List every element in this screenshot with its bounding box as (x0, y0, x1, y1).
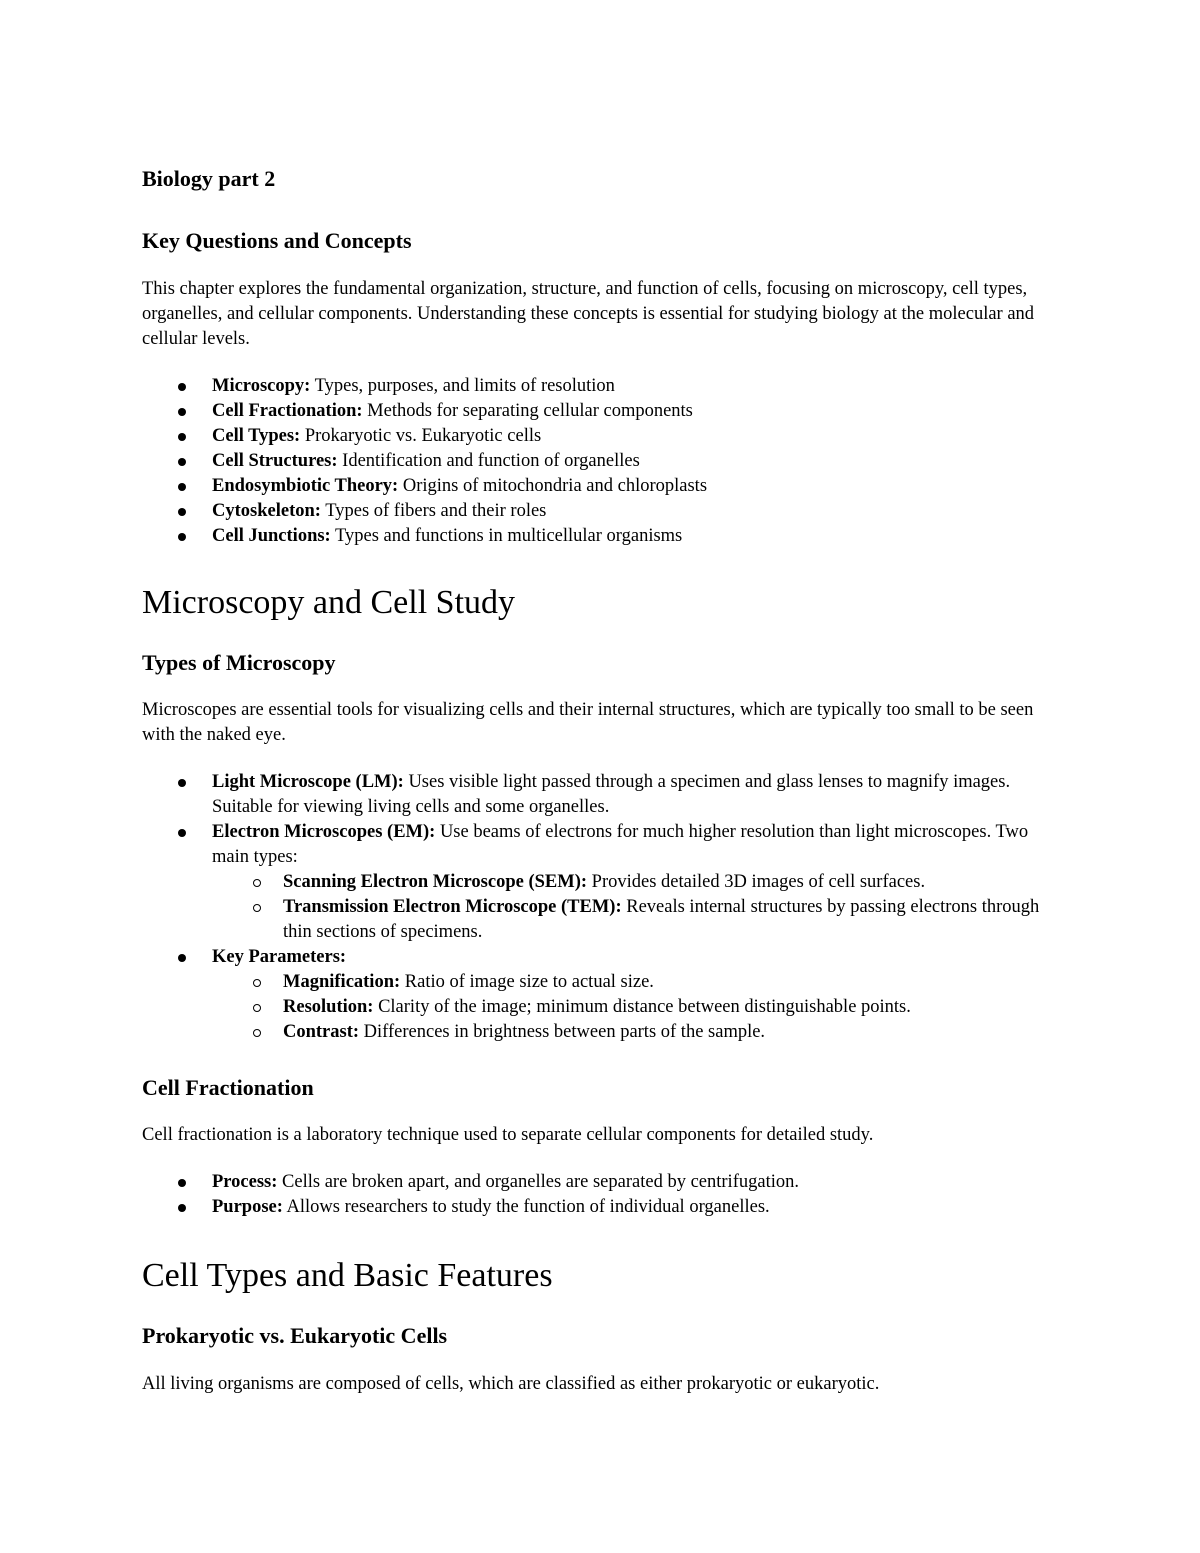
cell-types-section-heading: Cell Types and Basic Features (142, 1257, 553, 1295)
list-item: Cytoskeleton: Types of fibers and their roles (142, 499, 1062, 524)
key-concepts-list (142, 374, 1062, 549)
circle-bullet-icon (253, 879, 261, 887)
bullet-icon (178, 508, 186, 516)
bullet-icon (178, 829, 186, 837)
circle-bullet-icon (253, 1004, 261, 1012)
bullet-icon (178, 433, 186, 441)
bullet-icon (178, 458, 186, 466)
cell-types-intro: All living organisms are composed of cells, which are classified as either prokaryotic or eukaryotic. (142, 1373, 880, 1394)
list-item: Microscopy: Types, purposes, and limits of resolution (142, 374, 1062, 399)
microscopy-types-list (142, 770, 1062, 1045)
microscopy-section-heading: Microscopy and Cell Study (142, 583, 516, 621)
params-sub-list (212, 970, 1062, 1045)
cell-fractionation-heading: Cell Fractionation (142, 1074, 314, 1100)
bullet-icon (178, 1204, 186, 1212)
types-of-microscopy-heading: Types of Microscopy (142, 649, 336, 675)
bullet-icon (178, 954, 186, 962)
bullet-icon (178, 1179, 186, 1187)
fractionation-list (142, 1170, 1062, 1220)
list-item: Process: Cells are broken apart, and organelles are separated by centrifugation. (142, 1170, 1062, 1195)
list-item: Scanning Electron Microscope (SEM): Provides detailed 3D images of cell surfaces. (212, 870, 1062, 895)
list-item: Key Parameters: Magnification: Ratio of image size to actual size. Resolution: Clarity of the image; minimum distance between distinguishable points. Contrast: Differences in brightness between parts of the sample. (142, 945, 1062, 1045)
document-title: Biology part 2 (142, 166, 276, 191)
list-item: Electron Microscopes (EM): Use beams of electrons for much higher resolution than light microscopes. Two main types: Scanning Electron Microscope (SEM): Provides detailed 3D images of cell surfaces. Transmission Electron Microscope (TEM): Reveals internal structures by passing electrons through thin sections of specimens. (142, 820, 1062, 945)
prokaryotic-eukaryotic-heading: Prokaryotic vs. Eukaryotic Cells (142, 1323, 448, 1349)
circle-bullet-icon (253, 979, 261, 987)
types-of-microscopy-intro: Microscopes are essential tools for visualizing cells and their internal structures, which are typically too small to be seen with the naked eye. (142, 699, 1034, 745)
list-item: Purpose: Allows researchers to study the function of individual organelles. (142, 1195, 1062, 1220)
document-page (142, 166, 1062, 1419)
list-item: Resolution: Clarity of the image; minimum distance between distinguishable points. (212, 995, 1062, 1020)
list-item: Transmission Electron Microscope (TEM): Reveals internal structures by passing electrons through thin sections of specimens. (212, 895, 1062, 945)
list-item: Endosymbiotic Theory: Origins of mitochondria and chloroplasts (142, 474, 1062, 499)
list-item: Contrast: Differences in brightness between parts of the sample. (212, 1020, 1062, 1045)
circle-bullet-icon (253, 904, 261, 912)
key-concepts-heading: Key Questions and Concepts (142, 228, 412, 254)
em-sub-list (212, 870, 1062, 945)
list-item: Cell Types: Prokaryotic vs. Eukaryotic cells (142, 424, 1062, 449)
list-item: Magnification: Ratio of image size to actual size. (212, 970, 1062, 995)
key-concepts-intro: This chapter explores the fundamental organization, structure, and function of cells, focusing on microscopy, cell types, organelles, and cellular components. Understanding these concepts is essential for studying biology at the molecular and cellular levels. (142, 278, 1035, 349)
bullet-icon (178, 483, 186, 491)
bullet-icon (178, 779, 186, 787)
bullet-icon (178, 383, 186, 391)
bullet-icon (178, 533, 186, 541)
list-item: Cell Fractionation: Methods for separating cellular components (142, 399, 1062, 424)
list-item: Cell Structures: Identification and function of organelles (142, 449, 1062, 474)
bullet-icon (178, 408, 186, 416)
list-item: Light Microscope (LM): Uses visible light passed through a specimen and glass lenses to magnify images. Suitable for viewing living cells and some organelles. (142, 770, 1062, 820)
circle-bullet-icon (253, 1029, 261, 1037)
cell-fractionation-intro: Cell fractionation is a laboratory technique used to separate cellular components for detailed study. (142, 1125, 874, 1146)
list-item: Cell Junctions: Types and functions in multicellular organisms (142, 524, 1062, 549)
